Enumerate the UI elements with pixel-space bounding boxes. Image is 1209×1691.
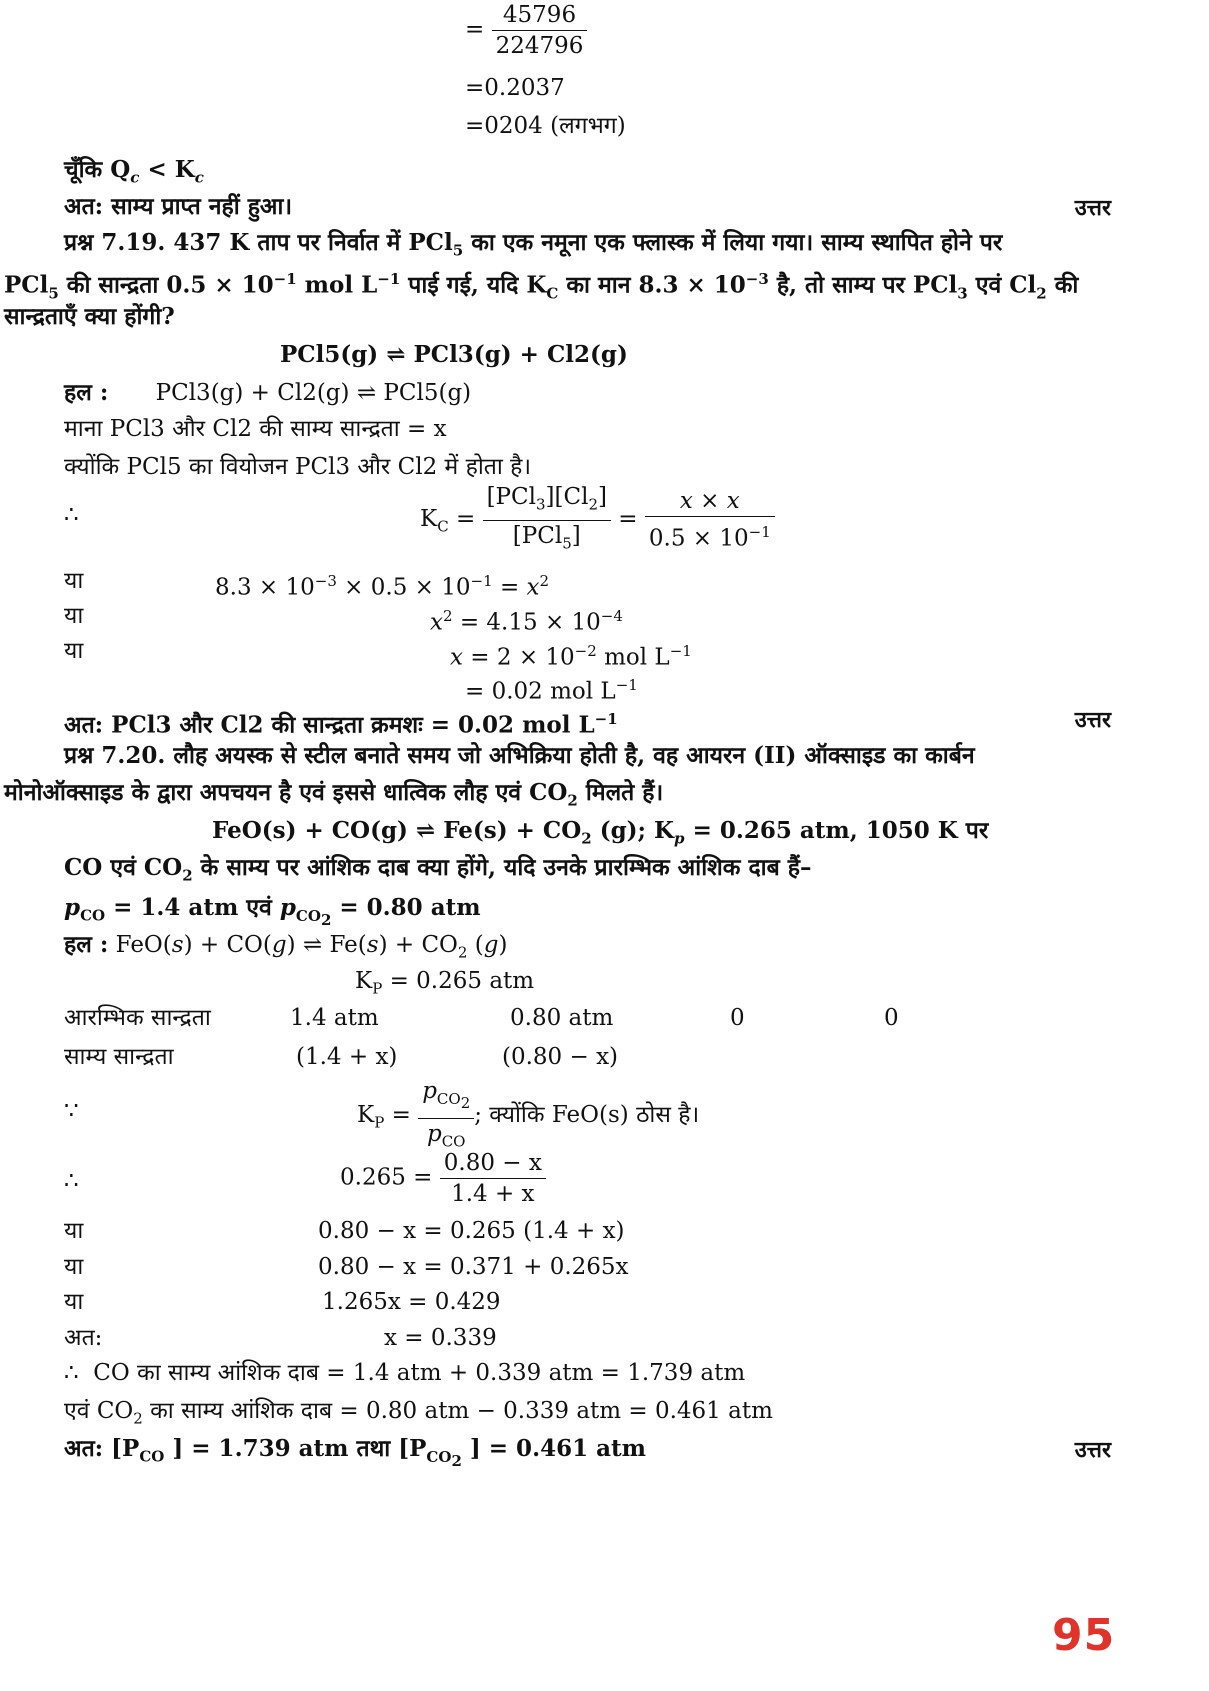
- since-prefix: चूँकि: [64, 156, 103, 183]
- q720-because-solid: ; क्योंकि FeO(s) ठोस है।: [474, 1102, 700, 1129]
- q720-frac-num: 0.80 − x: [443, 1150, 542, 1176]
- q720-kp: $K_P = 0.265$ atm: [355, 968, 535, 998]
- top-frac-den: 224796: [492, 30, 588, 61]
- q719-answer-line: अत: PCl3 और Cl2 की सान्द्रता क्रमशः = 0.02 mol $L^{-1}$: [64, 710, 618, 739]
- q719-line2: PCl$_5$ की सान्द्रता $0.5 \times 10^{-1}$ mol $L^{-1}$ पाई गई, यदि $K_C$ का मान $8.3 \times 10^{-3}$ है, तो साम्य पर PCl$_3$ एवं $Cl_2$ की: [4, 270, 1079, 303]
- q719-reaction: PCl5(g) ⇌ PCl3(g) + Cl2(g): [280, 341, 628, 368]
- q720-therefore: ∴: [64, 1168, 79, 1194]
- q720-initial-3: 0: [884, 1005, 899, 1031]
- q720-initial-label: आरम्भिक सान्द्रता: [64, 1005, 211, 1031]
- q719-text1: 437 K ताप पर निर्वात में PCl: [173, 229, 453, 256]
- q720-final-b: ] = 1.739 atm तथा [P: [172, 1435, 427, 1462]
- top-step2: =0204 (लगभग): [465, 113, 626, 139]
- q719-text7: एवं Cl: [975, 271, 1037, 299]
- q720-text1: लौह अयस्क से स्टील बनाते समय जो अभिक्रिया होती है, वह आयरन (II) ऑक्साइड का कार्बन: [173, 742, 975, 769]
- q720-s3: 1.265x = 0.429: [322, 1289, 501, 1315]
- q719-eq2: $x^2 = 4.15 \times 10^{-4}$: [430, 607, 623, 636]
- q719-eq1: $8.3 \times 10^{-3} \times 0.5 \times 10^{-1} = x^2$: [215, 572, 550, 601]
- top-step1: =0.2037: [465, 75, 565, 101]
- q719-hal: हल :: [64, 379, 109, 406]
- q720-initial-2: 0: [730, 1005, 745, 1031]
- q719-ya-3: या: [64, 638, 84, 664]
- q719-therefore: ∴: [64, 502, 79, 528]
- q719-text6: है, तो साम्य पर PCl: [776, 271, 958, 299]
- q720-step-a: [340, 1148, 546, 1209]
- q720-given-a: = 1.4 atm एवं: [113, 894, 272, 921]
- q720-eq-1: (0.80 − x): [502, 1044, 619, 1070]
- q719-eq3: $x = 2 \times 10^{-2}$ mol $L^{-1}$: [450, 642, 692, 671]
- q720-ya-3: या: [64, 1289, 84, 1315]
- top-result: अत: साम्य प्राप्त नहीं हुआ।: [64, 193, 293, 220]
- q720-co-text: CO का साम्य आंशिक दाब = 1.4 atm + 0.339 atm = 1.739 atm: [93, 1360, 746, 1386]
- answer-label-2: उत्तर: [1074, 707, 1111, 733]
- q720-ya-2: या: [64, 1254, 84, 1280]
- q720-frac-den: 1.4 + x: [440, 1178, 546, 1209]
- q720-line2: मोनोऑक्साइड के द्वारा अपचयन है एवं इससे धात्विक लौह एवं $CO_2$ मिलते हैं।: [4, 779, 664, 810]
- q720-step-a-lhs: 0.265 =: [340, 1164, 433, 1191]
- answer-label-3: उत्तर: [1074, 1437, 1111, 1463]
- q720-s4: x = 0.339: [384, 1325, 497, 1351]
- q720-given: $p_{CO} = 1.4$ atm एवं $p_{CO_2} = 0.80$ atm: [64, 894, 481, 929]
- q720-kp-ratio: $K_P$ = $\frac{p_{CO_2}}{p_{CO}}$ ; क्योंकि FeO(s) ठोस है।: [357, 1076, 699, 1156]
- q720-text2: मोनोऑक्साइड के द्वारा अपचयन है एवं इससे धात्विक लौह एवं CO: [4, 779, 568, 806]
- q720-kp-value: = 0.265 atm: [389, 968, 535, 994]
- q720-s1: 0.80 − x = 0.265 (1.4 + x): [318, 1218, 625, 1244]
- q720-reaction-tail: = 0.265 atm, 1050 K पर: [692, 817, 989, 844]
- q720-given-b: = 0.80 atm: [339, 894, 481, 921]
- answer-label-1: उत्तर: [1074, 195, 1111, 221]
- q719-text2: का एक नमूना एक फ्लास्क में लिया गया। साम्य स्थापित होने पर: [471, 229, 1003, 256]
- q719-ya-1: या: [64, 568, 84, 594]
- q720-final-a: अत: [P: [64, 1435, 140, 1462]
- q720-question-text: के साम्य पर आंशिक दाब क्या होंगे, यदि उनके प्रारम्भिक आंशिक दाब हैं–: [200, 854, 812, 881]
- q720-co2-a: एवं CO: [64, 1398, 134, 1424]
- q720-s2: 0.80 − x = 0.371 + 0.265x: [318, 1254, 629, 1280]
- q720-co2-b: का साम्य आंशिक दाब = 0.80 atm − 0.339 atm = 0.461 atm: [150, 1398, 773, 1424]
- q719-line1: प्रश्न 7.19. 437 K ताप पर निर्वात में PCl$_5$ का एक नमूना एक फ्लास्क में लिया गया। साम्य स्थापित होने पर: [64, 229, 1003, 260]
- q720-because-symbol: ∵: [64, 1098, 79, 1124]
- q720-line1: [64, 741, 975, 771]
- q720-co-line: ∴ CO का साम्य आंशिक दाब = 1.4 atm + 0.339 atm = 1.739 atm: [64, 1360, 746, 1386]
- q719-text5: का मान 8.3 × 10: [566, 271, 746, 299]
- q720-final-c: ] = 0.461 atm: [469, 1435, 646, 1462]
- q719-text3: की सान्द्रता 0.5 × 10: [66, 271, 274, 299]
- q720-initial-1: 0.80 atm: [510, 1005, 614, 1031]
- q720-final: अत: [$P_{CO}$ ] = 1.739 atm तथा [$P_{CO_2}$ ] = 0.461 atm: [64, 1435, 646, 1470]
- q720-ata: अत:: [64, 1325, 103, 1351]
- since-expr: Q: [110, 156, 131, 183]
- q719-answer-text: अत: PCl3 और Cl2 की सान्द्रता क्रमशः = 0.02 mol L: [64, 711, 595, 739]
- q720-question: CO एवं $CO_2$ के साम्य पर आंशिक दाब क्या होंगे, यदि उनके प्रारम्भिक आंशिक दाब हैं–: [64, 854, 812, 885]
- q720-label: प्रश्न 7.20.: [64, 742, 166, 769]
- page-number: 95: [1052, 1610, 1116, 1661]
- q720-hal: हल :: [64, 931, 109, 958]
- q720-co2-line: एवं $CO_2$ का साम्य आंशिक दाब = 0.80 atm − 0.339 atm = 0.461 atm: [64, 1398, 773, 1428]
- q719-label: प्रश्न 7.19.: [64, 229, 166, 256]
- q720-ya-1: या: [64, 1218, 84, 1244]
- q720-hal-line: हल : FeO(s) + CO(g) ⇌ $Fe(s) + CO_2$ (g): [64, 931, 508, 962]
- q719-let: माना PCl3 और Cl2 की साम्य सान्द्रता = x: [64, 416, 447, 442]
- q719-text9: सान्द्रताएँ क्या होंगी?: [4, 303, 175, 330]
- since-line: चूँकि $Q_c < K_c$: [64, 156, 204, 187]
- q719-hal-reaction: PCl3(g) + Cl2(g) ⇌ PCl5(g): [155, 380, 472, 406]
- q719-ya-2: या: [64, 603, 84, 629]
- q720-text3: मिलते हैं।: [585, 779, 664, 806]
- top-fraction: = $\frac{45796}{224796}$: [465, 0, 587, 61]
- q719-because: क्योंकि PCl5 का वियोजन PCl3 और Cl2 में होता है।: [64, 454, 532, 480]
- q719-hal-line: [64, 378, 471, 408]
- q720-reaction: FeO(s) + CO(g) ⇌ $Fe(s) + CO_2$ (g); $K_p = 0.265$ atm, 1050 K पर: [212, 817, 989, 848]
- q720-eq-label: साम्य सान्द्रता: [64, 1044, 174, 1070]
- q719-text8: की: [1054, 271, 1079, 299]
- q719-text4: पाई गई, यदि K: [408, 271, 547, 299]
- top-frac-num: 45796: [502, 2, 577, 28]
- q720-initial-0: 1.4 atm: [290, 1005, 379, 1031]
- q719-eq4: = 0.02 mol $L^{-1}$: [465, 676, 638, 705]
- q719-kc-expression: $K_C$ = $\frac{[PCl_3][Cl_2]}{[PCl_5]}$ = $\frac{x \times x}{0.5 \times 10^{-1}}$: [420, 482, 775, 558]
- q720-eq-0: (1.4 + x): [296, 1044, 398, 1070]
